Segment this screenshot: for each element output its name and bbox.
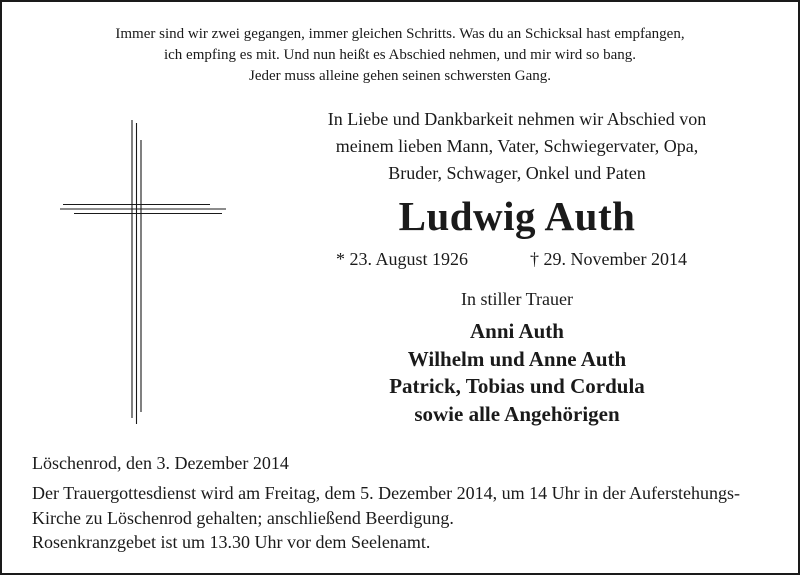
service-info xyxy=(32,481,740,555)
birth-date: * 23. August 1926 xyxy=(336,249,469,269)
deceased-name: Ludwig Auth xyxy=(398,193,636,239)
intro-line: In Liebe und Dankbarkeit nehmen wir Abschied von xyxy=(327,109,707,129)
poem xyxy=(2,24,798,87)
service-line: Rosenkranzgebet ist um 13.30 Uhr vor dem Seelenamt. xyxy=(32,532,431,552)
poem-line: ich empfing es mit. Und nun heißt es Abschied nehmen, und mir wird so bang. xyxy=(163,47,636,63)
family-member: Anni Auth xyxy=(470,319,564,343)
place-date: Löschenrod, den 3. Dezember 2014 xyxy=(32,453,289,473)
death-date: † 29. November 2014 xyxy=(530,249,687,269)
poem-line: Immer sind wir zwei gegangen, immer gleichen Schritts. Was du an Schicksal hast empfangen, xyxy=(115,26,685,42)
poem-line: Jeder muss alleine gehen seinen schwersten Gang. xyxy=(249,68,551,84)
cross-icon xyxy=(60,120,230,424)
family-member: Patrick, Tobias und Cordula xyxy=(389,374,645,398)
farewell-intro xyxy=(287,106,747,187)
family-member: Wilhelm und Anne Auth xyxy=(407,346,627,371)
service-line: Kirche zu Löschenrod gehalten; anschließend Beerdigung. xyxy=(32,507,454,528)
intro-line: meinem lieben Mann, Vater, Schwiegervater, Opa, xyxy=(335,136,699,156)
family-member: sowie alle Angehörigen xyxy=(414,401,620,426)
intro-line: Bruder, Schwager, Onkel und Paten xyxy=(388,163,646,183)
service-line: Der Trauergottesdienst wird am Freitag, dem 5. Dezember 2014, um 14 Uhr in der Auferstehungs- xyxy=(32,483,741,503)
mourning-line: In stiller Trauer xyxy=(461,289,573,309)
family-list xyxy=(287,318,747,428)
